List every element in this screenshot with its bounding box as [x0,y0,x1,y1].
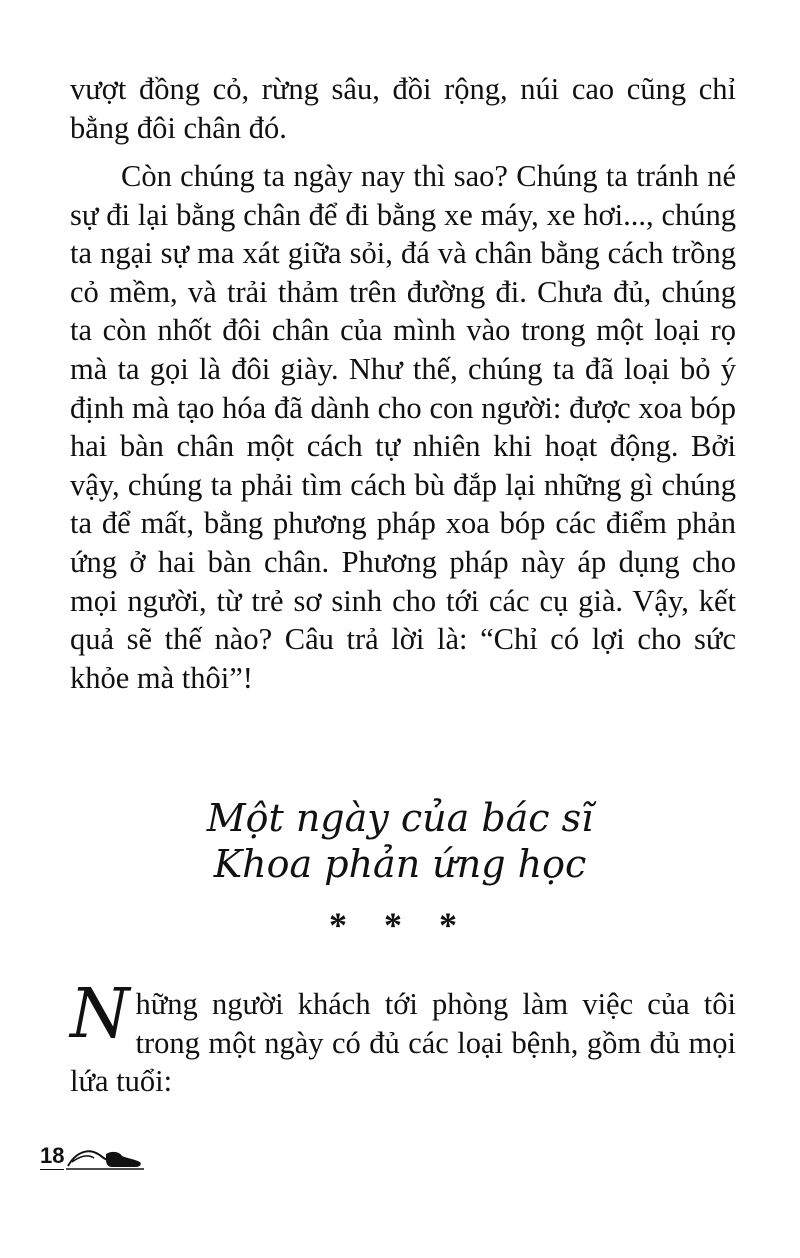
paragraph-continuation: vượt đồng cỏ, rừng sâu, đồi rộng, núi cao cũng chỉ bằng đôi chân đó. [70,72,736,145]
chapter-intro-paragraph [70,975,736,1101]
chapter-title-line-2: Khoa phản ứng học [213,842,587,886]
page-footer [40,1130,144,1170]
section-separator: * * * [329,905,471,945]
chapter-title-line-1: Một ngày của bác sĩ [206,796,594,840]
page-number: 18 [40,1143,65,1168]
chapter-title [0,795,800,887]
chapter-intro-text: hững người khách tới phòng làm việc của tôi trong một ngày có đủ các loại bệnh, gồm đủ mọi lứa tuổi: [70,987,736,1099]
drop-cap-letter: N [70,975,130,1054]
paragraph-main: Còn chúng ta ngày nay thì sao? Chúng ta tránh né sự đi lại bằng chân để đi bằng xe máy, xe hơi..., chúng ta ngại sự ma xát giữa sỏi, đá và chân bằng cách trồng cỏ mềm, và trải thảm trên đường đi. Chưa đủ, chúng ta còn nhốt đôi chân của mình vào trong một loại rọ mà ta gọi là đôi giày. Như thế, chúng ta đã loại bỏ ý định mà tạo hóa đã dành cho con người: được xoa bóp hai bàn chân một cách tự nhiên khi hoạt động. Bởi vậy, chúng ta phải tìm cách bù đắp lại những gì chúng ta để mất, bằng phương pháp xoa bóp các điểm phản ứng ở hai bàn chân. Phương pháp này áp dụng cho mọi người, từ trẻ sơ sinh cho tới các cụ già. Vậy, kết quả sẽ thế nào? Câu trả lời là: “Chỉ có lợi cho sức khỏe mà thôi”! [70,159,736,695]
shoe-ornament-icon [66,1142,144,1172]
